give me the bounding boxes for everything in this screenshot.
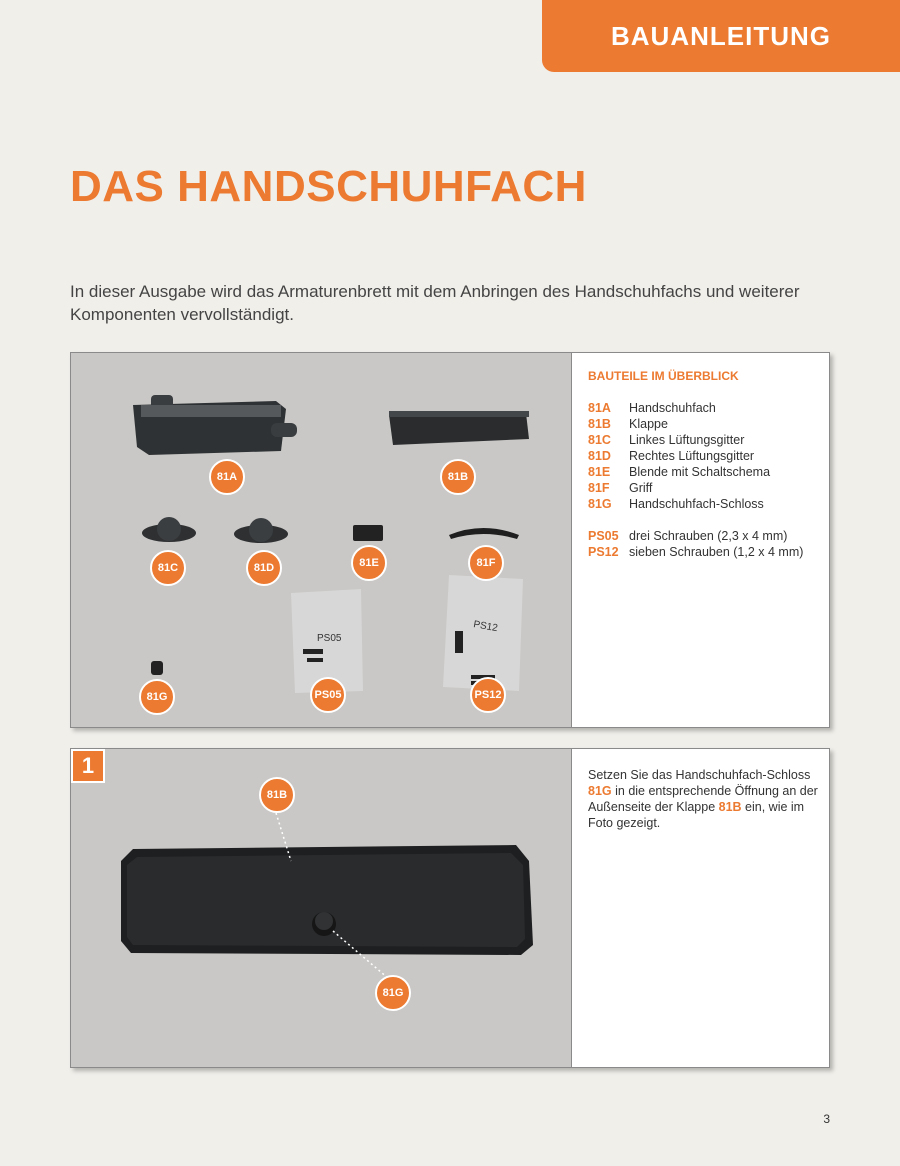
part-81c-vent xyxy=(142,517,196,542)
part-code: 81D xyxy=(588,449,611,463)
list-item xyxy=(588,416,803,432)
callout-81c: 81C xyxy=(150,550,186,586)
part-code: 81C xyxy=(588,433,611,447)
bag-label-ps12: PS12 xyxy=(472,619,499,635)
step-1-instruction xyxy=(588,767,818,831)
part-name: Griff xyxy=(629,481,653,495)
part-name: Klappe xyxy=(629,417,668,431)
callout-81d: 81D xyxy=(246,550,282,586)
screw-name: drei Schrauben (2,3 x 4 mm) xyxy=(629,529,788,543)
part-81a-glovebox xyxy=(133,395,297,455)
part-code: 81B xyxy=(588,417,611,431)
part-name: Handschuhfach xyxy=(629,401,716,415)
list-item xyxy=(588,544,803,560)
intro-text: In dieser Ausgabe wird das Armaturenbrett mit dem Anbringen des Handschuhfachs und weiterer Komponenten vervollständigt. xyxy=(70,282,800,324)
page-title: DAS HANDSCHUHFACH xyxy=(70,162,587,211)
screw-bag-ps12 xyxy=(443,575,523,691)
callout-81b: 81B xyxy=(440,459,476,495)
part-name: Rechtes Lüftungsgitter xyxy=(629,449,755,463)
list-item xyxy=(588,432,803,448)
callout-81g: 81G xyxy=(375,975,411,1011)
part-81e-bezel xyxy=(353,525,383,541)
list-item xyxy=(588,400,803,416)
part-81d-vent xyxy=(234,518,288,543)
screw-name: sieben Schrauben (1,2 x 4 mm) xyxy=(629,545,804,559)
callout-81e: 81E xyxy=(351,545,387,581)
step-number: 1 xyxy=(71,749,105,783)
part-name: Blende mit Schaltschema xyxy=(629,465,771,479)
section-tab xyxy=(542,0,900,72)
part-81f-handle xyxy=(449,528,519,539)
instruction-text: ein, wie im Foto gezeigt. xyxy=(588,800,805,830)
parts-overview-text xyxy=(571,353,829,727)
instruction-text: Setzen Sie das Handschuhfach-Schloss xyxy=(588,768,811,782)
step-1-panel xyxy=(70,748,830,1068)
step-1-photo xyxy=(71,749,571,1067)
list-item xyxy=(588,480,803,496)
instruction-code: 81B xyxy=(718,800,742,814)
parts-illustration xyxy=(71,353,571,727)
list-item xyxy=(588,496,803,512)
page-number: 3 xyxy=(823,1112,830,1126)
parts-overview-panel xyxy=(70,352,830,728)
part-name: Handschuhfach-Schloss xyxy=(629,497,764,511)
callout-81g: 81G xyxy=(139,679,175,715)
screw-code: PS05 xyxy=(588,529,619,543)
lock-81g xyxy=(312,912,336,936)
callout-81f: 81F xyxy=(468,545,504,581)
parts-photo xyxy=(71,353,571,727)
part-code: 81A xyxy=(588,401,611,415)
lid-81b xyxy=(121,845,533,955)
part-code: 81E xyxy=(588,465,611,479)
part-code: 81G xyxy=(588,497,612,511)
list-item xyxy=(588,528,803,544)
parts-list xyxy=(588,400,803,560)
section-tab-label: BAUANLEITUNG xyxy=(611,20,831,51)
step-1-illustration xyxy=(71,749,571,1067)
bag-label-ps05: PS05 xyxy=(317,633,342,644)
part-81g-lock xyxy=(151,661,163,675)
callout-81a: 81A xyxy=(209,459,245,495)
instruction-code: 81G xyxy=(588,784,612,798)
callout-ps05: PS05 xyxy=(310,677,346,713)
part-name: Linkes Lüftungsgitter xyxy=(629,433,745,447)
callout-ps12: PS12 xyxy=(470,677,506,713)
instruction-text: in die entsprechende Öffnung an der Außenseite der Klappe xyxy=(588,784,818,814)
part-81b-lid xyxy=(389,411,529,445)
step-1-text-panel xyxy=(571,749,829,1067)
list-item xyxy=(588,464,803,480)
list-item xyxy=(588,448,803,464)
screw-code: PS12 xyxy=(588,545,619,559)
parts-heading: BAUTEILE IM ÜBERBLICK xyxy=(588,369,739,383)
callout-81b: 81B xyxy=(259,777,295,813)
part-code: 81F xyxy=(588,481,610,495)
